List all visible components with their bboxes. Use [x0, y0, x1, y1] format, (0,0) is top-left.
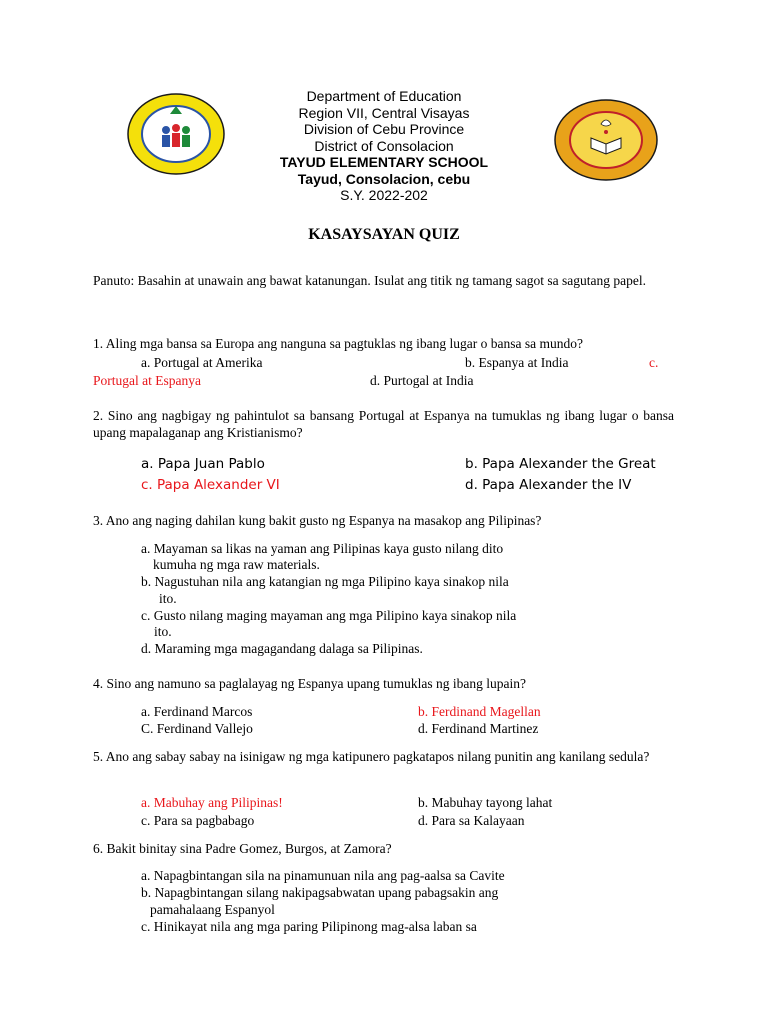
q6-option-b-line1: b. Napagbintangan silang nakipagsabwatan upang pabagsakin ang — [141, 885, 499, 900]
division-line: Division of Cebu Province — [303, 121, 465, 137]
q3-option-b-line1: b. Nagustuhan nila ang katangian ng mga Pilipino kaya sinakop nila — [141, 574, 509, 589]
q1-option-b: b. Espanya at India — [465, 355, 569, 370]
question-5: 5. Ano ang sabay sabay na isinigaw ng mga katipunero pagkatapos nilang punitin ang kanilang sedula? — [93, 749, 650, 764]
q4-option-b: b. Ferdinand Magellan — [418, 704, 541, 719]
q3-option-d: d. Maraming mga magagandang dalaga sa Pilipinas. — [141, 641, 423, 656]
instructions: Panuto: Basahin at unawain ang bawat katanungan. Isulat ang titik ng tamang sagot sa sagutang papel. — [93, 273, 646, 288]
q1-option-c-prefix: c. — [649, 355, 659, 370]
q2-option-d: d. Papa Alexander the IV — [465, 477, 632, 493]
q1-option-c: Portugal at Espanya — [93, 373, 201, 388]
question-3: 3. Ano ang naging dahilan kung bakit gusto ng Espanya na masakop ang Pilipinas? — [93, 513, 542, 528]
q4-option-a: a. Ferdinand Marcos — [141, 704, 253, 719]
school-year: S.Y. 2022-202 — [340, 187, 428, 203]
q6-option-a: a. Napagbintangan sila na pinamunuan nila ang pag-aalsa sa Cavite — [141, 868, 505, 883]
q3-option-b-line2: ito. — [159, 591, 177, 606]
school-address: Tayud, Consolacion, cebu — [297, 170, 471, 187]
q4-option-c: C. Ferdinand Vallejo — [141, 721, 253, 736]
q2-option-b: b. Papa Alexander the Great — [465, 456, 656, 472]
question-1: 1. Aling mga bansa sa Europa ang nanguna sa pagtuklas ng ibang lugar o bansa sa mundo? — [93, 336, 584, 351]
q1-option-d: d. Purtogal at India — [370, 373, 474, 388]
quiz-title: KASAYSAYAN QUIZ — [308, 226, 460, 243]
q5-option-c: c. Para sa pagbabago — [141, 813, 255, 828]
question-2: 2. Sino ang nagbigay ng pahintulot sa bansang Portugal at Espanya na tumuklas ng ibang lugar o bansa upang mapalaganap ang Kristianismo? — [93, 408, 674, 440]
q3-option-c-line2: ito. — [154, 624, 172, 639]
district-line: District of Consolacion — [314, 137, 454, 154]
q5-option-a: a. Mabuhay ang Pilipinas! — [141, 795, 283, 810]
q6-option-c: c. Hinikayat nila ang mga paring Pilipinong mag-alsa laban sa — [141, 919, 477, 934]
q5-option-d: d. Para sa Kalayaan — [418, 813, 525, 828]
q3-option-c-line1: c. Gusto nilang maging mayaman ang mga Pilipino kaya sinakop nila — [141, 608, 517, 623]
region-line: Region VII, Central Visayas — [298, 104, 470, 121]
question-6: 6. Bakit binitay sina Padre Gomez, Burgos, at Zamora? — [93, 841, 392, 856]
q5-option-b: b. Mabuhay tayong lahat — [418, 795, 553, 810]
q2-option-a: a. Papa Juan Pablo — [141, 456, 265, 472]
q1-option-a: a. Portugal at Amerika — [141, 355, 263, 370]
school-name: TAYUD ELEMENTARY SCHOOL — [279, 154, 489, 170]
question-4: 4. Sino ang namuno sa paglalayag ng Espanya upang tumuklas ng ibang lupain? — [93, 676, 527, 691]
q3-option-a-line1: a. Mayaman sa likas na yaman ang Pilipinas kaya gusto nilang dito — [141, 541, 504, 556]
q3-option-a-line2: kumuha ng mga raw materials. — [153, 557, 320, 572]
q2-option-c: c. Papa Alexander VI — [141, 477, 280, 493]
q6-option-b-line2: pamahalaang Espanyol — [150, 902, 275, 917]
department-line: Department of Education — [306, 88, 462, 104]
q4-option-d: d. Ferdinand Martinez — [418, 721, 539, 736]
